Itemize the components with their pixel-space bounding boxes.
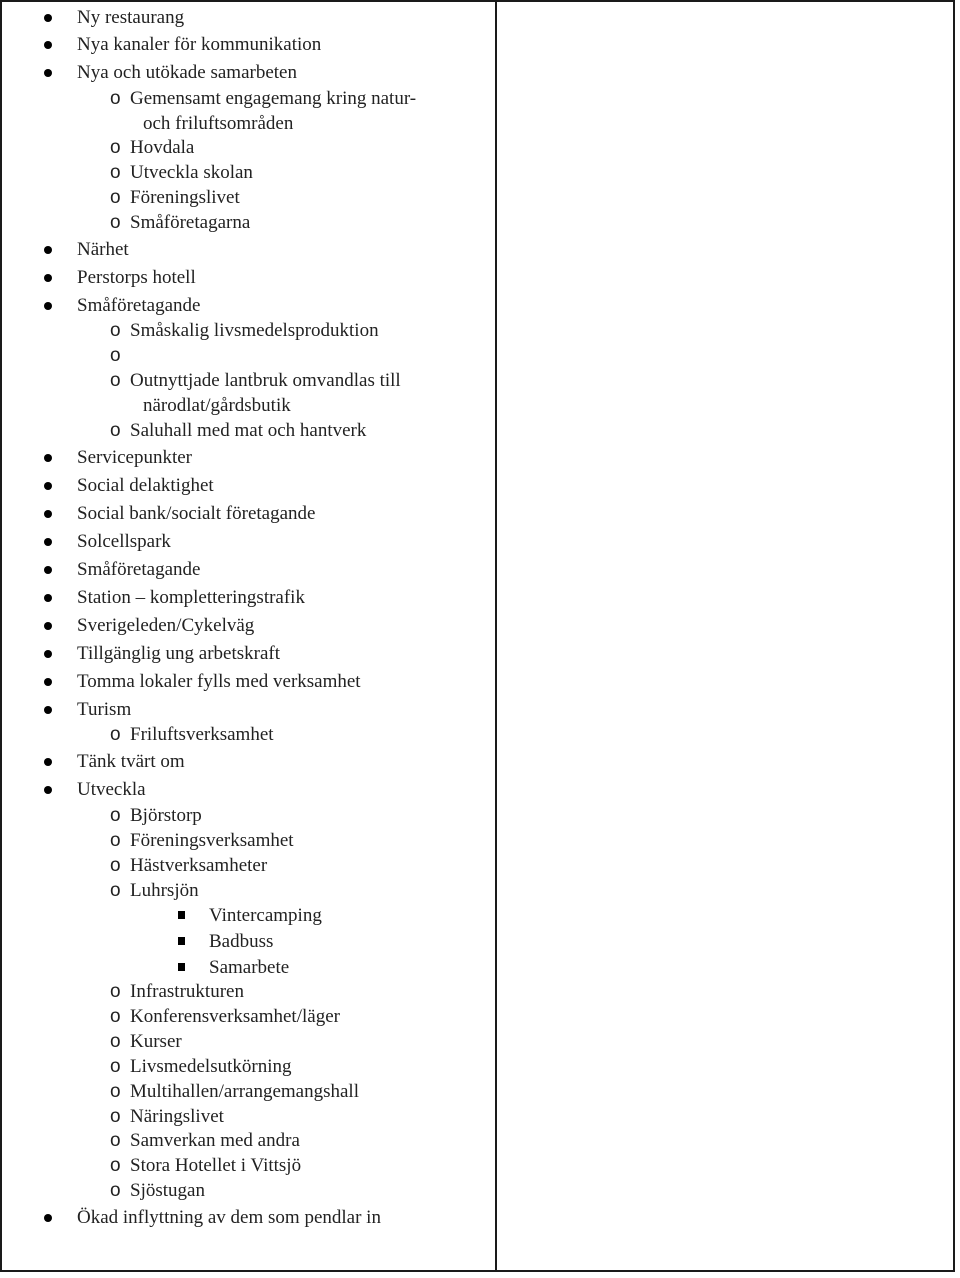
list-item-text: Saluhall med mat och hantverk — [130, 420, 367, 441]
list-item-text: Luhrsjön — [130, 880, 199, 901]
list-item-text: Småföretagarna — [130, 212, 251, 233]
list-item — [0, 903, 490, 928]
list-item-text: Kurser — [130, 1031, 182, 1052]
list-item-text: Nya och utökade samarbeten — [77, 62, 297, 83]
bullet-circle-icon: o — [110, 162, 121, 183]
bullet-circle-icon: o — [110, 137, 121, 158]
list-item-text: Livsmedelsutkörning — [130, 1056, 292, 1077]
list-item — [0, 1054, 490, 1079]
list-item-text: Ökad inflyttning av dem som pendlar in — [77, 1207, 381, 1228]
bullet-circle-icon: o — [110, 1081, 121, 1102]
list-item — [0, 722, 490, 747]
list-item — [0, 979, 490, 1004]
list-item-text: Solcellspark — [77, 531, 171, 552]
list-item — [0, 613, 490, 638]
bullet-circle-icon: o — [110, 212, 121, 233]
list-item — [0, 393, 490, 418]
list-item — [0, 697, 490, 722]
bullet-dot-icon — [44, 1214, 52, 1222]
bullet-dot-icon — [44, 510, 52, 518]
bullet-dot-icon — [44, 69, 52, 77]
list-item-text: Föreningslivet — [130, 187, 240, 208]
bullet-circle-icon: o — [110, 1155, 121, 1176]
list-item — [0, 5, 490, 30]
list-item — [0, 641, 490, 666]
bullet-dot-icon — [44, 246, 52, 254]
bullet-dot-icon — [44, 678, 52, 686]
list-item-text: Ny restaurang — [77, 7, 185, 28]
list-item-text: Konferensverksamhet/läger — [130, 1006, 340, 1027]
bullet-dot-icon — [44, 274, 52, 282]
list-item — [0, 878, 490, 903]
list-item-text: Station – kompletteringstrafik — [77, 587, 305, 608]
list-item-text: Samarbete — [209, 957, 290, 978]
list-item-text: Hovdala — [130, 137, 195, 158]
bullet-circle-icon: o — [110, 1031, 121, 1052]
list-item-text: Nya kanaler för kommunikation — [77, 34, 322, 55]
list-item — [0, 473, 490, 498]
list-item-text: Badbuss — [209, 931, 274, 952]
list-item — [0, 557, 490, 582]
list-item — [0, 265, 490, 290]
bullet-circle-icon: o — [110, 1006, 121, 1027]
list-item — [0, 929, 490, 954]
list-item — [0, 160, 490, 185]
bullet-dot-icon — [44, 594, 52, 602]
list-item — [0, 418, 490, 443]
bullet-circle-icon: o — [110, 880, 121, 901]
list-item — [0, 60, 490, 85]
list-item — [0, 318, 490, 343]
bullet-circle-icon: o — [110, 1056, 121, 1077]
list-item — [0, 529, 490, 554]
list-item-text: Gemensamt engagemang kring natur- — [130, 88, 417, 109]
list-item-text: Perstorps hotell — [77, 267, 196, 288]
bullet-circle-icon: o — [110, 420, 121, 441]
list-item — [0, 803, 490, 828]
list-item — [0, 1029, 490, 1054]
list-item-text: Outnyttjade lantbruk omvandlas till — [130, 370, 401, 391]
list-item-text: Servicepunkter — [77, 447, 193, 468]
list-item-text: Tänk tvärt om — [77, 751, 185, 772]
bullet-dot-icon — [44, 786, 52, 794]
list-item — [0, 343, 490, 368]
list-item — [0, 1178, 490, 1203]
bullet-circle-icon: o — [110, 370, 121, 391]
list-item-text: Stora Hotellet i Vittsjö — [130, 1155, 302, 1176]
list-item — [0, 749, 490, 774]
list-item-text: Infrastrukturen — [130, 981, 244, 1002]
bullet-dot-icon — [44, 622, 52, 630]
bullet-dot-icon — [44, 706, 52, 714]
bullet-circle-icon: o — [110, 88, 121, 109]
bullet-circle-icon: o — [110, 1130, 121, 1151]
list-item — [0, 237, 490, 262]
list-item-text: Social bank/socialt företagande — [77, 503, 316, 524]
list-item-text: Turism — [77, 699, 132, 720]
list-item — [0, 111, 490, 136]
bullet-circle-icon: o — [110, 981, 121, 1002]
bullet-dot-icon — [44, 758, 52, 766]
bullet-square-icon — [178, 937, 185, 945]
list-item — [0, 777, 490, 802]
list-item-text: Småföretagande — [77, 559, 201, 580]
list-item — [0, 445, 490, 470]
bullet-circle-icon: o — [110, 187, 121, 208]
list-item-text: Föreningsverksamhet — [130, 830, 294, 851]
list-item — [0, 86, 490, 111]
list-item — [0, 293, 490, 318]
list-item — [0, 185, 490, 210]
list-item-text: och friluftsområden — [143, 113, 294, 134]
list-item — [0, 501, 490, 526]
bullet-circle-icon: o — [110, 320, 121, 341]
bullet-circle-icon: o — [110, 805, 121, 826]
list-item-text: Social delaktighet — [77, 475, 214, 496]
list-item-text: Friluftsverksamhet — [130, 724, 274, 745]
list-item — [0, 1128, 490, 1153]
list-item — [0, 669, 490, 694]
bullet-dot-icon — [44, 14, 52, 22]
bullet-square-icon — [178, 911, 185, 919]
list-item — [0, 32, 490, 57]
list-item — [0, 368, 490, 393]
bullet-circle-icon: o — [110, 830, 121, 851]
bullet-circle-icon: o — [110, 1180, 121, 1201]
list-item-text: Tomma lokaler fylls med verksamhet — [77, 671, 361, 692]
list-item-text: Hästverksamheter — [130, 855, 268, 876]
column-divider — [495, 0, 497, 1272]
bullet-dot-icon — [44, 482, 52, 490]
bullet-circle-icon: o — [110, 855, 121, 876]
bullet-dot-icon — [44, 41, 52, 49]
list-item — [0, 853, 490, 878]
list-item-text: Småskalig livsmedelsproduktion — [130, 320, 379, 341]
list-item-text: Utveckla — [77, 779, 146, 800]
list-item-text: Vintercamping — [209, 905, 322, 926]
bullet-circle-icon: o — [110, 724, 121, 745]
bullet-dot-icon — [44, 302, 52, 310]
list-item — [0, 1153, 490, 1178]
list-item — [0, 585, 490, 610]
list-item — [0, 135, 490, 160]
list-item-text: Tillgänglig ung arbetskraft — [77, 643, 280, 664]
list-item — [0, 1205, 490, 1230]
list-item-text: Småföretagande — [77, 295, 201, 316]
list-item-text: Utveckla skolan — [130, 162, 253, 183]
list-item-text: Samverkan med andra — [130, 1130, 300, 1151]
list-item — [0, 1004, 490, 1029]
list-item-text: Näringslivet — [130, 1106, 224, 1127]
list-item — [0, 210, 490, 235]
bullet-square-icon — [178, 963, 185, 971]
list-item — [0, 1104, 490, 1129]
list-item-text: närodlat/gårdsbutik — [143, 395, 291, 416]
bullet-dot-icon — [44, 538, 52, 546]
list-item-text: Närhet — [77, 239, 129, 260]
list-item — [0, 828, 490, 853]
bullet-dot-icon — [44, 454, 52, 462]
list-item-text: Björstorp — [130, 805, 202, 826]
bullet-circle-icon: o — [110, 345, 121, 366]
bullet-dot-icon — [44, 650, 52, 658]
list-item-text: Sjöstugan — [130, 1180, 205, 1201]
list-item-text: Multihallen/arrangemangshall — [130, 1081, 359, 1102]
bullet-circle-icon: o — [110, 1106, 121, 1127]
list-item — [0, 955, 490, 980]
bullet-dot-icon — [44, 566, 52, 574]
list-item-text: Sverigeleden/Cykelväg — [77, 615, 255, 636]
list-item — [0, 1079, 490, 1104]
